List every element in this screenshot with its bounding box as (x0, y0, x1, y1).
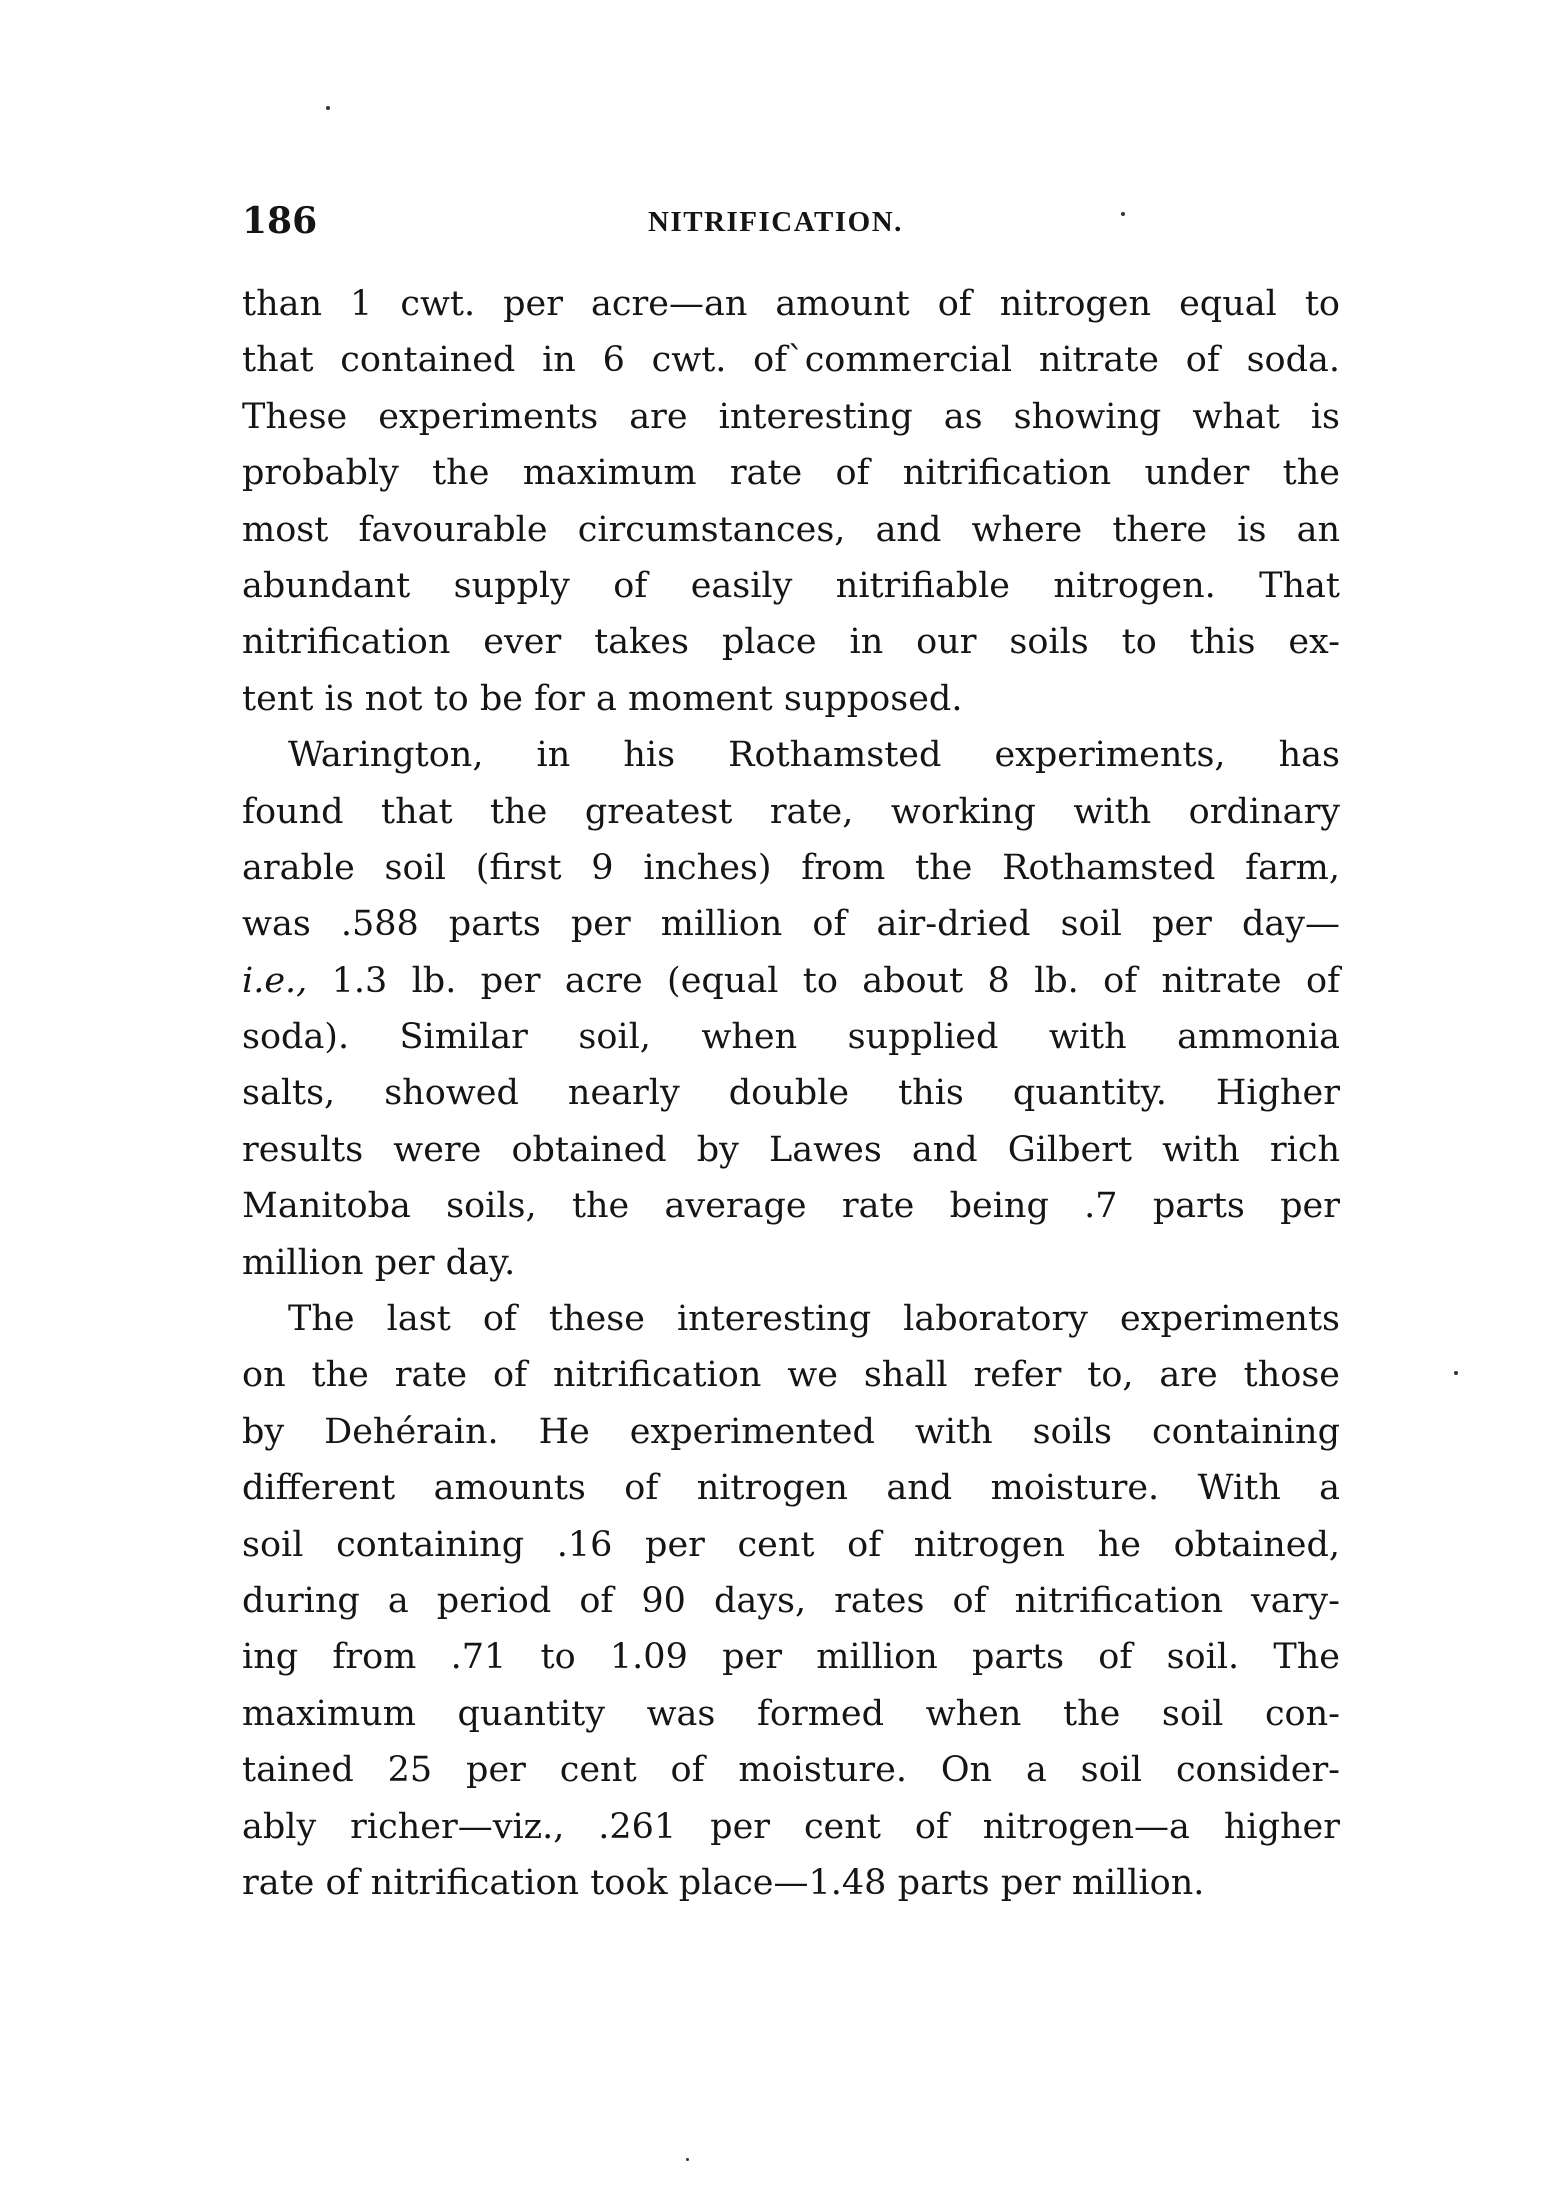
text-line: Warington, in his Rothamsted experiments, has (288, 735, 1340, 776)
page-header (242, 196, 1342, 246)
text-line: during a period of 90 days, rates of nitrification vary- (242, 1580, 1340, 1621)
text-line: that contained in 6 cwt. of`commercial nitrate of soda. (242, 340, 1340, 381)
text-line: than 1 cwt. per acre—an amount of nitrogen equal to (242, 284, 1340, 324)
text-line: These experiments are interesting as showing what is (242, 396, 1340, 437)
scan-speck (1454, 1371, 1458, 1375)
text-line: found that the greatest rate, working with ordinary (242, 791, 1340, 832)
scan-speck (326, 106, 330, 110)
running-head: NITRIFICATION. (648, 206, 903, 238)
body-text (242, 276, 1340, 1911)
text-line: salts, showed nearly double this quantity. Higher (242, 1073, 1340, 1114)
text-line: ing from .71 to 1.09 per million parts of soil. The (242, 1637, 1340, 1678)
text-line: rate of nitrification took place—1.48 parts per million. (242, 1862, 1205, 1903)
text-line: abundant supply of easily nitrifiable nitrogen. That (242, 565, 1340, 606)
paragraph-2 (242, 727, 1340, 1291)
text-line: arable soil (first 9 inches) from the Rothamsted farm, (242, 847, 1340, 888)
text-line: on the rate of nitrification we shall refer to, are those (242, 1355, 1340, 1396)
text-line: probably the maximum rate of nitrification under the (242, 453, 1340, 494)
text-line: ably richer—viz., .261 per cent of nitrogen—a higher (242, 1806, 1340, 1847)
paragraph-1 (242, 276, 1340, 727)
text-line: was .588 parts per million of air-dried soil per day— (242, 904, 1340, 945)
text-line: The last of these interesting laboratory experiments (288, 1299, 1340, 1340)
text-line: maximum quantity was formed when the soil con- (242, 1693, 1340, 1734)
scan-speck (686, 2158, 689, 2161)
italic-abbreviation: i.e., (242, 960, 308, 1001)
paragraph-3 (242, 1291, 1340, 1911)
text-line: soil containing .16 per cent of nitrogen he obtained, (242, 1524, 1340, 1565)
page-number: 186 (242, 200, 318, 242)
text-line: by Dehérain. He experimented with soils containing (242, 1411, 1340, 1452)
scan-speck (1121, 212, 1125, 216)
text-line: tent is not to be for a moment supposed. (242, 678, 963, 719)
text-line: million per day. (242, 1242, 516, 1283)
text-line: soda). Similar soil, when supplied with ammonia (242, 1017, 1340, 1058)
text-line: Manitoba soils, the average rate being .7 parts per (242, 1186, 1340, 1227)
text-line: tained 25 per cent of moisture. On a soil consider- (242, 1750, 1340, 1791)
text-line: results were obtained by Lawes and Gilbert with rich (242, 1129, 1340, 1170)
text-line: most favourable circumstances, and where there is an (242, 509, 1340, 550)
text-line: nitrification ever takes place in our soils to this ex- (242, 622, 1340, 663)
text-line: i.e., 1.3 lb. per acre (equal to about 8 lb. of nitrate of (242, 960, 1340, 1001)
text-line: different amounts of nitrogen and moisture. With a (242, 1468, 1340, 1509)
